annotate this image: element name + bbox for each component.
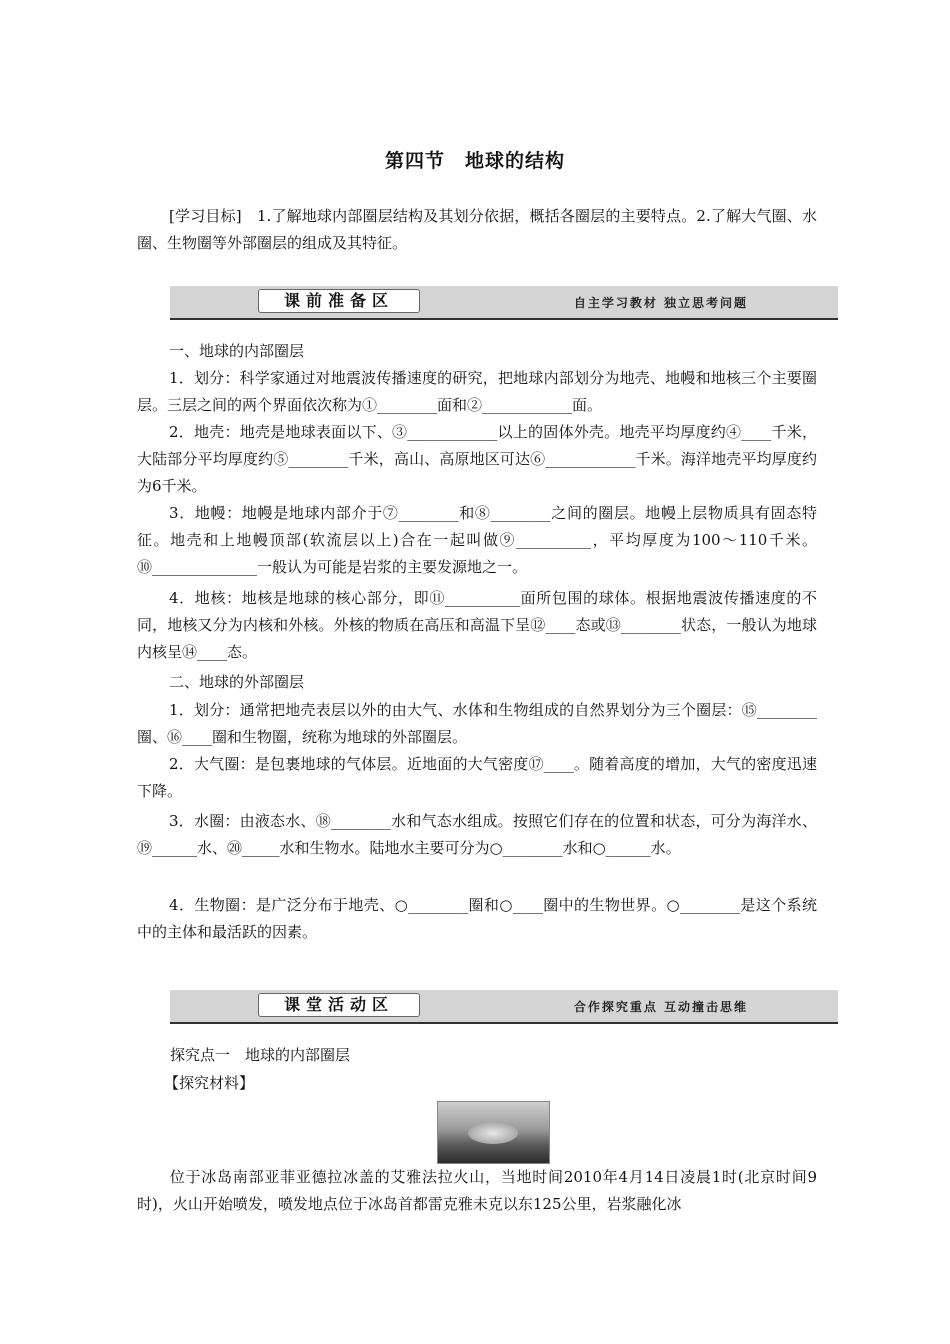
banner-slogan: 合作探究重点 互动撞击思维	[573, 1000, 748, 1014]
paragraph-crust: 2．地壳：地壳是地球表面以下、③____________以上的固体外壳。地壳平均厚度约④____千米，大陆部分平均厚度约⑤________千米，高山、高原地区可达⑥____________千米。海洋地壳平均厚度约为6千米。	[137, 423, 817, 495]
explore-material-label: 【探究材料】	[164, 1074, 255, 1092]
section-heading-outer: 二、地球的外部圈层	[169, 673, 305, 691]
paragraph-hydrosphere: 3．水圈：由液态水、⑱________水和气态水组成。按照它们存在的位置和状态，可分为海洋水、⑲______水、⑳_____水和生物水。陆地水主要可分为○________水和○______水。	[137, 812, 817, 857]
paragraph-core: 4．地核：地核是地球的核心部分，即⑪__________面所包围的球体。根据地震波传播速度的不同，地核又分为内核和外核。外核的物质在高压和高温下呈⑫____态或⑬________状态，一般认为地球内核呈⑭____态。	[137, 589, 817, 661]
paragraph-inner-division: 1．划分：科学家通过对地震波传播速度的研究，把地球内部划分为地壳、地幔和地核三个主要圈层。三层之间的两个界面依次称为①________面和②____________面。	[137, 369, 817, 414]
section-banner-classroom	[170, 990, 838, 1024]
paragraph-atmosphere: 2．大气圈：是包裹地球的气体层。近地面的大气密度⑰____。随着高度的增加，大气的密度迅速下降。	[137, 755, 817, 800]
learning-objectives	[137, 203, 817, 257]
paragraph-biosphere: 4．生物圈：是广泛分布于地壳、○________圈和○____圈中的生物世界。○________是这个系统中的主体和最活跃的因素。	[137, 896, 817, 941]
section-heading-inner: 一、地球的内部圈层	[169, 342, 305, 360]
banner-slogan: 自主学习教材 独立思考问题	[573, 296, 748, 310]
ash-plume	[468, 1122, 518, 1144]
explore-heading: 探究点一 地球的内部圈层	[170, 1046, 351, 1064]
volcano-photo	[437, 1101, 550, 1164]
paragraph-mantle: 3．地幔：地幔是地球内部介于⑦________和⑧________之间的圈层。地幔上层物质具有固态特征。地壳和上地幔顶部(软流层以上)合在一起叫做⑨__________，平均厚度为100～110千米。⑩______________一般认为可能是岩浆的主要发源地之一。	[137, 504, 817, 576]
paragraph-outer-division: 1．划分：通常把地壳表层以外的由大气、水体和生物组成的自然界划分为三个圈层：⑮________圈、⑯____圈和生物圈，统称为地球的外部圈层。	[137, 701, 817, 746]
explore-paragraph: 位于冰岛南部亚菲亚德拉冰盖的艾雅法拉火山，当地时间2010年4月14日凌晨1时(北京时间9时)，火山开始喷发，喷发地点位于冰岛首都雷克雅未克以东125公里，岩浆融化冰	[137, 1168, 817, 1213]
learning-objectives-text: [学习目标] 1.了解地球内部圈层结构及其划分依据，概括各圈层的主要特点。2.了解大气圈、水圈、生物圈等外部圈层的组成及其特征。	[137, 207, 817, 252]
banner-label: 课堂活动区	[258, 993, 420, 1017]
page-title: 第四节 地球的结构	[384, 150, 565, 172]
section-banner-preview	[170, 286, 838, 320]
banner-label: 课前准备区	[258, 289, 420, 313]
